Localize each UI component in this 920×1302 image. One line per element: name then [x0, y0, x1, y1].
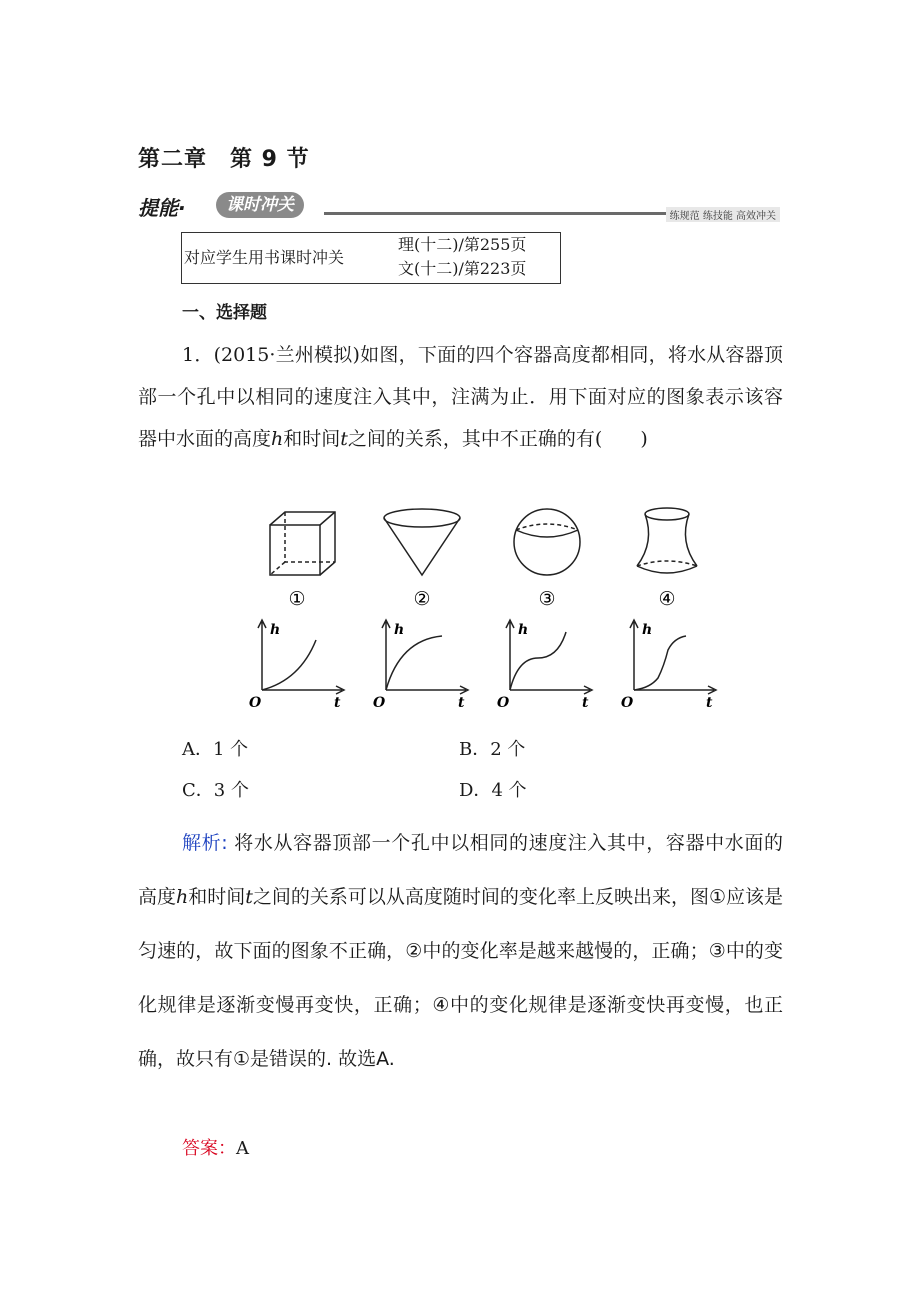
banner-main-text: 提能· [138, 196, 186, 220]
question-text: 1．(2015·兰州模拟)如图，下面的四个容器高度都相同，将水从容器顶部一个孔中以相同的速度注入其中，注满为止．用下面对应的图象表示该容器中水面的高度h和时间t之间的关系，其中不正确的有( ) [138, 344, 784, 450]
analysis-paragraph: 解析: 将水从容器顶部一个孔中以相同的速度注入其中，容器中水面的高度h和时间t之间的关系可以从高度随时间的变化率上反映出来，图①应该是匀速的，故下面的图象不正确，②中的变化率是越来越慢的，正确；③中的变化规律是逐渐变慢再变快，正确；④中的变化规律是逐渐变快再变慢，也正确，故只有①是错误的. 故选A. [138, 832, 783, 1070]
answer-label: 答案： [182, 1138, 236, 1159]
analysis-label: 解析: [182, 832, 228, 854]
answer-line [182, 1134, 249, 1160]
graph-3-axis-t: t [582, 695, 589, 711]
graph-4 [621, 620, 716, 711]
analysis-var-t: t [245, 886, 253, 908]
graph-2 [373, 620, 468, 711]
var-h: h [271, 428, 284, 450]
option-d[interactable]: D．4 个 [459, 780, 527, 801]
figure-label-1: ① [288, 588, 306, 610]
graph-3-axis-h: h [518, 622, 529, 638]
cube-icon [270, 512, 335, 575]
graph-1-origin: O [249, 695, 262, 711]
graph-4-axis-t: t [706, 695, 713, 711]
banner-tag: 练规范 练技能 高效冲关 [666, 207, 780, 222]
chapter-title: 第二章 第 9 节 [138, 147, 310, 172]
sphere-icon [514, 509, 580, 575]
graph-2-origin: O [373, 695, 386, 711]
graph-1-axis-h: h [270, 622, 281, 638]
section-banner [138, 192, 780, 222]
question-number: 1． [182, 344, 214, 366]
hourglass-vase-icon [637, 508, 697, 573]
var-t: t [340, 428, 348, 450]
cone-icon [384, 509, 460, 575]
graph-3 [497, 620, 592, 711]
containers-figure [240, 500, 720, 726]
figure-label-4: ④ [658, 588, 676, 610]
option-a[interactable]: A．1 个 [182, 739, 249, 760]
graph-3-origin: O [497, 695, 510, 711]
reference-label: 对应学生用书课时冲关 [184, 248, 345, 267]
graph-2-axis-h: h [394, 622, 405, 638]
answer-value: A [236, 1138, 249, 1159]
figure-label-3: ③ [538, 588, 556, 610]
graph-4-origin: O [621, 695, 634, 711]
reference-pages [398, 233, 526, 281]
graph-2-axis-t: t [458, 695, 465, 711]
graph-1 [249, 620, 344, 711]
section-heading: 一、选择题 [182, 303, 267, 323]
question-source: (2015·兰州模拟) [213, 344, 360, 366]
graph-1-axis-t: t [334, 695, 341, 711]
graph-4-axis-h: h [642, 622, 653, 638]
reference-box [181, 232, 561, 284]
reference-line-2: 文(十二)/第223页 [398, 259, 527, 278]
option-c[interactable]: C．3 个 [182, 780, 249, 801]
analysis-var-h: h [176, 886, 189, 908]
figure-label-2: ② [413, 588, 431, 610]
option-b[interactable]: B．2 个 [459, 739, 526, 760]
reference-line-1: 理(十二)/第255页 [398, 235, 527, 254]
banner-pill: 课时冲关 [216, 192, 304, 218]
